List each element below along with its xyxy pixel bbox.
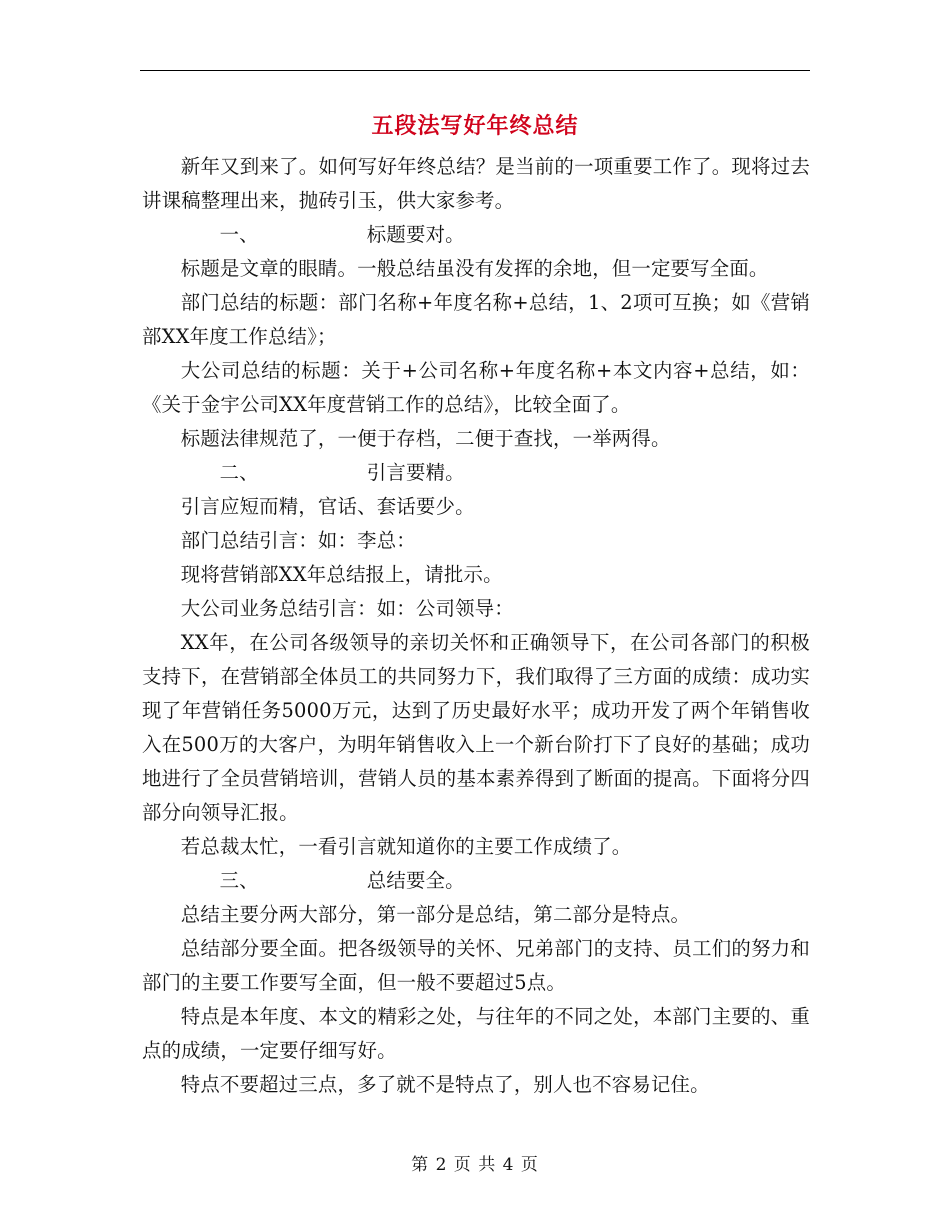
section-heading-text: 标题要对。 (366, 223, 465, 246)
body-paragraph: 引言应短而精，官话、套话要少。 (180, 495, 475, 518)
body-paragraph: 大公司业务总结引言：如：公司领导： (180, 597, 514, 620)
section-heading-text: 总结要全。 (366, 869, 465, 892)
section-number: 二、 (219, 461, 259, 484)
body-paragraph: 新年又到来了。如何写好年终总结？是当前的一项重要工作了。现将过去讲课稿整理出来，抛砖引玉，供大家参考。 (142, 155, 810, 212)
section-heading (142, 864, 810, 898)
header-rule (140, 70, 810, 71)
body-paragraph: 大公司总结的标题：关于+公司名称+年度名称+本文内容+总结，如：《关于金宇公司XX年度营销工作的总结》，比较全面了。 (142, 359, 810, 416)
section-heading (142, 456, 810, 490)
body-paragraph: 特点是本年度、本文的精彩之处，与往年的不同之处，本部门主要的、重点的成绩，一定要仔细写好。 (142, 1005, 810, 1062)
section-number: 三、 (219, 869, 259, 892)
body-paragraph: XX年，在公司各级领导的亲切关怀和正确领导下，在公司各部门的积极支持下，在营销部全体员工的共同努力下，我们取得了三方面的成绩：成功实现了年营销任务5000万元，达到了历史最好水平；成功开发了两个年销售收入在500万的大客户，为明年销售收入上一个新台阶打下了良好的基础；成功地进行了全员营销培训，营销人员的基本素养得到了断面的提高。下面将分四部分向领导汇报。 (142, 631, 810, 824)
document-title: 五段法写好年终总结 (371, 113, 579, 139)
body-paragraph: 总结部分要全面。把各级领导的关怀、兄弟部门的支持、员工们的努力和部门的主要工作要写全面，但一般不要超过5点。 (142, 937, 810, 994)
section-heading (142, 218, 810, 252)
body-paragraph: 部门总结引言：如：李总： (180, 529, 416, 552)
body-paragraph: 标题是文章的眼睛。一般总结虽没有发挥的余地，但一定要写全面。 (180, 257, 769, 280)
section-number: 一、 (219, 223, 259, 246)
body-paragraph: 特点不要超过三点，多了就不是特点了，别人也不容易记住。 (180, 1073, 710, 1096)
body-paragraph: 若总裁太忙，一看引言就知道你的主要工作成绩了。 (180, 835, 632, 858)
document-body (142, 150, 810, 1102)
body-paragraph: 总结主要分两大部分，第一部分是总结，第二部分是特点。 (180, 903, 691, 926)
body-paragraph: 部门总结的标题：部门名称+年度名称+总结，1、2项可互换；如《营销部XX年度工作总结》； (142, 291, 810, 348)
section-heading-text: 引言要精。 (366, 461, 465, 484)
body-paragraph: 现将营销部XX年总结报上，请批示。 (180, 563, 503, 586)
body-paragraph: 标题法律规范了，一便于存档，二便于查找，一举两得。 (180, 427, 671, 450)
page-number: 第 2 页 共 4 页 (411, 1155, 539, 1175)
